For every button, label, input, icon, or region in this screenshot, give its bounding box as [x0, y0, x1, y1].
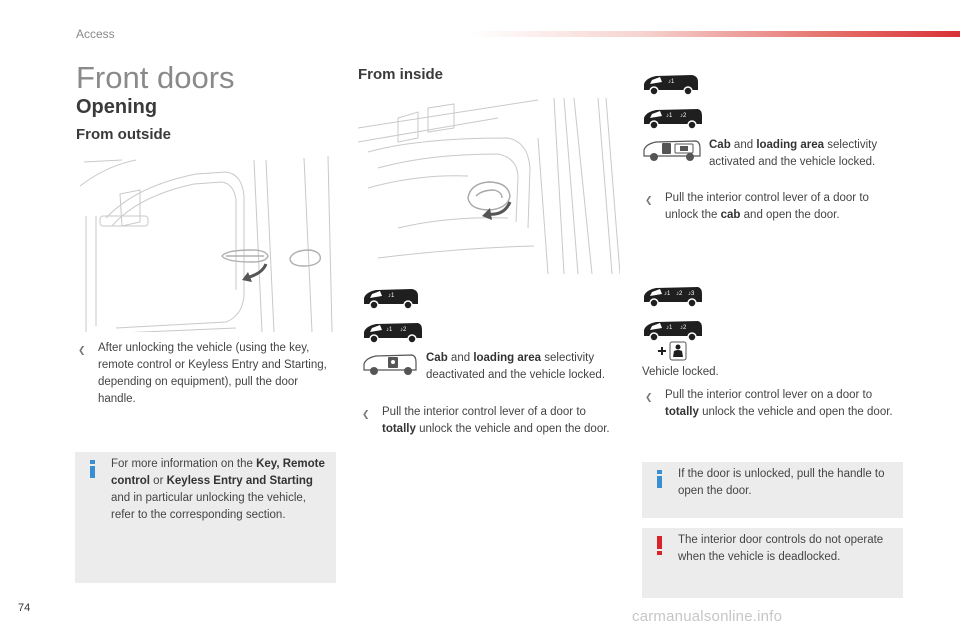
svg-text:♪1: ♪1	[388, 293, 395, 299]
info-note-text: For more information on the Key, Remote control or Keyless Entry and Starting and in particular unlocking the vehicle, refer to the corresponding section.	[111, 458, 325, 521]
svg-text:♪2: ♪2	[676, 291, 683, 297]
selectivity-activated-text: Cab and loading area selectivity activated and the vehicle locked.	[709, 139, 878, 168]
svg-text:♪2: ♪2	[680, 113, 687, 119]
info-icon	[89, 460, 97, 478]
selectivity-activated-icon	[642, 138, 702, 162]
lock-all-icon	[656, 340, 688, 362]
activated-instruction: ❮ Pull the interior control lever of a door to unlock the cab and open the door.	[645, 192, 869, 221]
info-note-key-remote	[75, 452, 336, 583]
warning-icon	[656, 536, 664, 554]
van-cab-loading-icon	[362, 320, 424, 344]
svg-text:♪1: ♪1	[664, 291, 671, 297]
heading-from-outside: From outside	[76, 126, 172, 143]
warning-note-deadlocked	[642, 528, 903, 598]
van-multi-row-icon	[642, 284, 704, 308]
svg-text:♪3: ♪3	[688, 291, 695, 297]
outside-instruction: ❮ After unlocking the vehicle (using the key, remote control or Keyless Entry and Starting, depending on equipment), pull the door handle.	[78, 342, 327, 405]
svg-text:♪1: ♪1	[666, 113, 673, 119]
svg-text:♪1: ♪1	[386, 327, 393, 333]
heading-from-inside: From inside	[358, 66, 444, 83]
heading-opening: Opening	[76, 96, 158, 118]
warning-note-text: The interior door controls do not operate when the vehicle is deadlocked.	[678, 534, 884, 563]
svg-text:♪2: ♪2	[680, 325, 687, 331]
page-title: Front doors	[76, 60, 235, 95]
section-label: Access	[76, 27, 115, 41]
bullet-icon: ❮	[78, 345, 86, 355]
bullet-icon: ❮	[362, 409, 370, 419]
deactivated-instruction: ❮ Pull the interior control lever of a door to totally unlock the vehicle and open the door.	[362, 406, 610, 435]
page-number: 74	[18, 602, 31, 614]
watermark: carmanualsonline.info	[632, 608, 783, 625]
svg-text:♪2: ♪2	[400, 327, 407, 333]
info-icon	[656, 470, 664, 488]
selectivity-deactivated-icon	[362, 352, 418, 376]
locked-instruction: ❮ Pull the interior control lever on a door to totally unlock the vehicle and open the door.	[645, 389, 893, 418]
bullet-icon: ❮	[645, 392, 653, 402]
info-note-door-unlocked	[642, 462, 903, 518]
van-cab-loading-icon	[642, 318, 704, 342]
van-cab-icon	[642, 72, 700, 96]
svg-text:♪1: ♪1	[666, 325, 673, 331]
info-note-text: If the door is unlocked, pull the handle to open the door.	[678, 468, 885, 497]
selectivity-deactivated-text: Cab and loading area selectivity deactivated and the vehicle locked.	[426, 352, 606, 381]
vehicle-locked-text: Vehicle locked.	[642, 366, 719, 378]
header-accent-bar	[470, 31, 960, 37]
svg-text:♪1: ♪1	[668, 79, 675, 85]
van-cab-icon	[362, 286, 420, 310]
inside-door-lever-illustration	[358, 98, 620, 274]
van-cab-loading-icon	[642, 106, 704, 130]
bullet-icon: ❮	[645, 195, 653, 205]
outside-door-handle-illustration	[76, 156, 334, 332]
